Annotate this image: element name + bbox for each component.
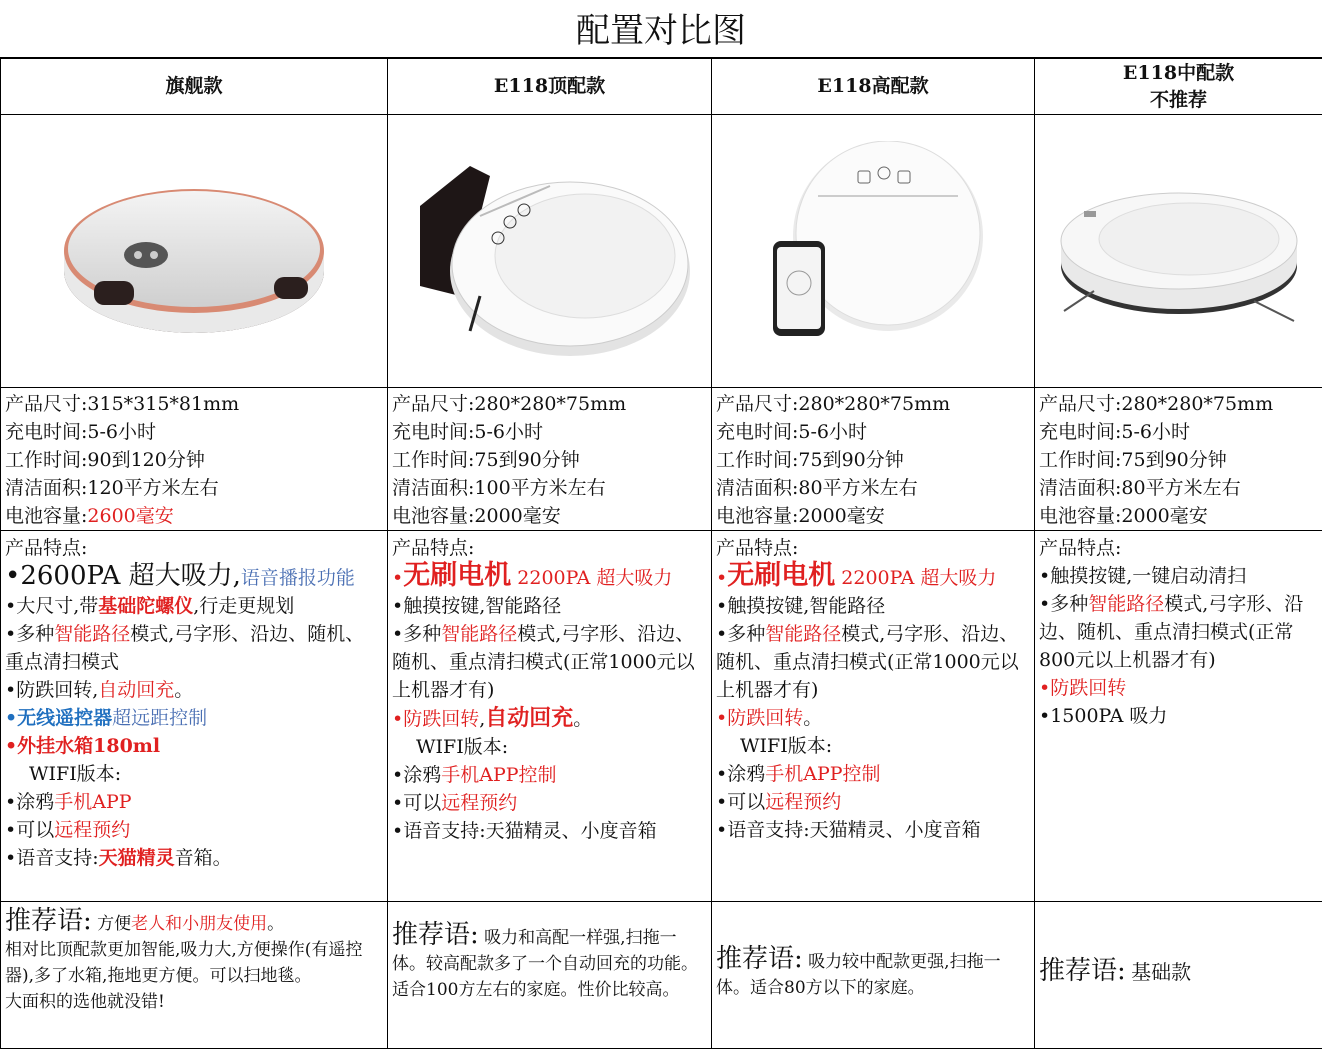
feature-line: •外挂水箱180ml [5,732,383,760]
feature-text: 智能路径 [1088,593,1164,615]
header-cell [388,59,712,115]
header-cell [1,59,388,115]
image-row [1,115,1322,388]
feature-text: 无刷电机 [403,560,511,591]
recommend-text: 老人和小朋友使用 [131,914,267,934]
feature-line [392,789,707,817]
header-cell [1035,59,1322,115]
feature-text: •可以 [716,791,765,813]
recommend-text: 。 [267,914,284,934]
feature-text: • [716,567,727,589]
feature-text: 手机APP控制 [441,764,556,786]
recommend-cell [1,902,388,1049]
feature-line: WIFI版本: [716,732,1030,760]
recommend-cell [1035,902,1322,1049]
feature-line [392,620,707,704]
feature-line [716,760,1030,788]
header-row [1,59,1322,115]
feature-text: •无线遥控器 [5,707,112,729]
feature-text: 远程预约 [441,792,517,814]
recommend-text: 方便 [97,914,131,934]
specs-cell [712,388,1035,531]
feature-text: •涂鸦 [392,764,441,786]
spec-charge-time: 充电时间:5-6小时 [392,418,707,446]
feature-text: 智能路径 [441,623,517,645]
features-heading: 产品特点: [1039,534,1318,562]
spec-battery: 电池容量:2000毫安 [392,502,707,530]
feature-text: • [1039,677,1050,699]
feature-text: •涂鸦 [5,791,54,813]
feature-text: •可以 [5,819,54,841]
header-cell [712,59,1035,115]
recommend-text: 相对比顶配款更加智能,吸力大,方便操作(有遥控器),多了水箱,拖地更方便。可以扫地毯。 [5,937,383,989]
spec-size: 产品尺寸:280*280*75mm [392,390,707,418]
feature-text: 无刷电机 [727,560,835,591]
feature-line: •触摸按键,一键启动清扫 [1039,562,1318,590]
spec-work-time: 工作时间:75到90分钟 [392,446,707,474]
feature-text: •语音支持: [5,847,99,869]
specs-cell [1035,388,1322,531]
column-header: 旗舰款 [165,75,222,97]
feature-line [5,592,383,620]
feature-line [392,704,707,733]
recommend-row [1,902,1322,1049]
feature-text: 智能路径 [54,623,130,645]
feature-text: 远程预约 [54,819,130,841]
spec-size: 产品尺寸:315*315*81mm [5,390,383,418]
recommend-text: 吸力和高配一样强,扫拖一体。较高配款多了一个自动回充的功能。适合100方左右的家庭。性价比较高。 [392,928,698,1000]
feature-text: 自动回充 [485,705,573,731]
feature-line: WIFI版本: [5,760,383,788]
feature-line [5,620,383,676]
feature-text: 智能路径 [765,623,841,645]
spec-work-time: 工作时间:75到90分钟 [1039,446,1318,474]
feature-text: 语音播报功能 [241,567,355,589]
feature-line: •语音支持:天猫精灵、小度音箱 [392,817,707,845]
feature-text: 。 [174,679,193,701]
feature-line [1039,590,1318,674]
feature-text: 2200PA 超大吸力 [517,567,672,589]
robot-vacuum-e118-high-image [723,141,1023,361]
feature-line [5,844,383,872]
feature-text: •防跌回转, [5,679,98,701]
recommend-text: 吸力较中配款更强,扫拖一体。适合80方以下的家庭。 [716,952,1001,998]
features-cell [1035,531,1322,902]
feature-text: , [479,708,485,730]
feature-text: 模式,弓字形、沿边、随机、重点清扫模式(正常800元以上机器才有) [1039,593,1303,671]
feature-line: •触摸按键,智能路径 [716,592,1030,620]
features-cell [712,531,1035,902]
feature-text: 手机APP [54,791,131,813]
spec-charge-time: 充电时间:5-6小时 [1039,418,1318,446]
features-cell [1,531,388,902]
specs-cell [388,388,712,531]
column-header: E118中配款 [1039,60,1318,87]
spec-battery: 电池容量:2000毫安 [1039,502,1318,530]
image-cell [712,115,1035,388]
spec-battery-value: 2600毫安 [87,505,173,527]
image-cell [388,115,712,388]
feature-line [392,562,707,592]
recommend-label: 推荐语: [392,920,479,950]
feature-text: 防跌回转 [727,707,803,729]
feature-text: 天猫精灵 [99,847,175,869]
feature-line [5,788,383,816]
spec-size: 产品尺寸:280*280*75mm [1039,390,1318,418]
features-heading: 产品特点: [392,534,707,562]
feature-text: 自动回充 [98,679,174,701]
feature-text: 防跌回转 [1050,677,1126,699]
feature-text: • [392,567,403,589]
spec-area: 清洁面积:80平方米左右 [1039,474,1318,502]
features-heading: 产品特点: [5,534,383,562]
recommend-cell [712,902,1035,1049]
column-header: E118顶配款 [494,75,605,97]
page-title: 配置对比图 [0,0,1322,58]
feature-text: • [716,707,727,729]
feature-line [716,562,1030,592]
feature-line: •语音支持:天猫精灵、小度音箱 [716,816,1030,844]
feature-line [1039,674,1318,702]
recommend-label: 推荐语: [5,906,92,936]
feature-line [392,761,707,789]
spec-battery-label: 电池容量: [5,505,87,527]
features-row [1,531,1322,902]
feature-text: 防跌回转 [403,708,479,730]
feature-text: 基础陀螺仪 [98,595,193,617]
feature-line [716,620,1030,704]
feature-line [5,704,383,732]
spec-area: 清洁面积:80平方米左右 [716,474,1030,502]
comparison-table [0,58,1322,1049]
spec-battery [5,502,383,530]
feature-text: 模式,弓字形、沿边、随机、重点清扫模式(正常1000元以上机器才有) [392,623,695,701]
feature-text: 。 [573,708,592,730]
spec-work-time: 工作时间:90到120分钟 [5,446,383,474]
recommend-text: 大面积的选他就没错! [5,989,383,1015]
feature-text: 。 [803,707,822,729]
specs-cell [1,388,388,531]
robot-vacuum-flagship-image [54,151,334,351]
feature-text: •多种 [5,623,54,645]
feature-line: WIFI版本: [392,733,707,761]
feature-line [5,562,383,592]
recommend-text: 基础款 [1131,960,1191,984]
feature-text: 远程预约 [765,791,841,813]
robot-vacuum-e118-top-image [400,146,700,356]
recommend-label: 推荐语: [716,944,803,974]
feature-text: 2200PA 超大吸力 [841,567,996,589]
feature-line: •触摸按键,智能路径 [392,592,707,620]
spec-charge-time: 充电时间:5-6小时 [716,418,1030,446]
feature-text: •多种 [1039,593,1088,615]
spec-area: 清洁面积:120平方米左右 [5,474,383,502]
column-header: E118高配款 [817,75,928,97]
feature-text: 模式,弓字形、沿边、随机、重点清扫模式 [5,623,364,673]
feature-text: •2600PA 超大吸力, [5,561,241,591]
specs-row [1,388,1322,531]
robot-vacuum-e118-mid-image [1054,171,1304,331]
image-cell [1035,115,1322,388]
feature-text: 音箱。 [175,847,232,869]
feature-text: •可以 [392,792,441,814]
spec-area: 清洁面积:100平方米左右 [392,474,707,502]
feature-text: •多种 [716,623,765,645]
features-cell [388,531,712,902]
feature-text: 手机APP控制 [765,763,880,785]
recommend-label: 推荐语: [1039,956,1126,986]
spec-size: 产品尺寸:280*280*75mm [716,390,1030,418]
feature-text: 模式,弓字形、沿边、随机、重点清扫模式(正常1000元以上机器才有) [716,623,1019,701]
spec-charge-time: 充电时间:5-6小时 [5,418,383,446]
feature-line [5,816,383,844]
recommend-cell [388,902,712,1049]
feature-line [716,704,1030,732]
feature-text: • [392,708,403,730]
feature-text: •多种 [392,623,441,645]
features-heading: 产品特点: [716,534,1030,562]
column-subheader: 不推荐 [1039,87,1318,114]
feature-line [5,676,383,704]
feature-text: •涂鸦 [716,763,765,785]
spec-battery: 电池容量:2000毫安 [716,502,1030,530]
feature-text: •大尺寸,带 [5,595,98,617]
feature-line: •1500PA 吸力 [1039,702,1318,730]
image-cell [1,115,388,388]
spec-work-time: 工作时间:75到90分钟 [716,446,1030,474]
feature-text: ,行走更规划 [193,595,294,617]
feature-line [716,788,1030,816]
feature-text: 超远距控制 [112,707,207,729]
